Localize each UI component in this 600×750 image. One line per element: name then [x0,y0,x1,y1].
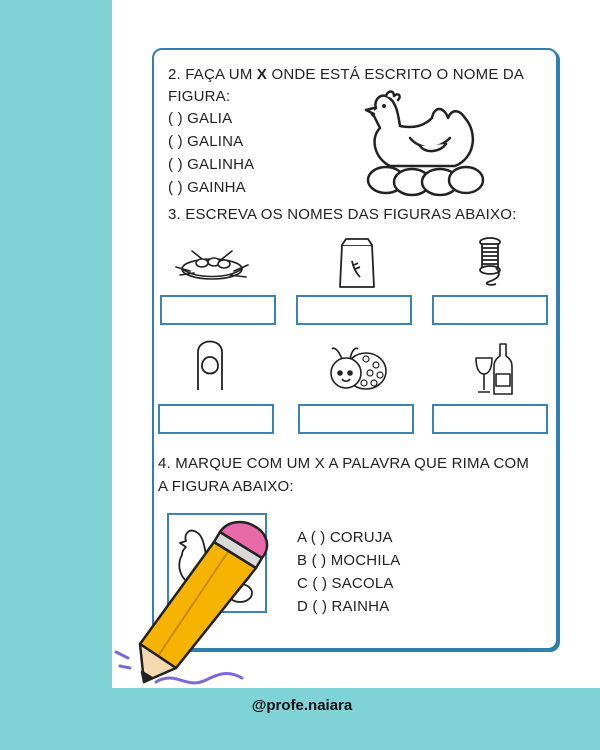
q4-option-d[interactable]: D ( ) RAINHA [297,598,390,615]
q2-title-part2: ONDE ESTÁ ESCRITO O NOME DA [267,66,525,83]
q2-title-part1: 2. FAÇA UM [168,66,257,83]
answer-box-2[interactable] [296,295,412,325]
q2-title-bold: X [256,66,268,83]
q2-option-1[interactable]: ( ) GALIA [168,110,233,127]
author-handle[interactable]: @profe.naiara [251,697,353,714]
answer-box-3[interactable] [432,295,548,325]
q4-option-b[interactable]: B ( ) MOCHILA [297,552,401,569]
q2-title [168,63,524,86]
pencil-icon [106,520,276,695]
answer-box-5[interactable] [298,404,414,434]
finger-nail-icon [192,336,228,392]
q2-option-3[interactable]: ( ) GALINHA [168,156,255,173]
answer-box-6[interactable] [432,404,548,434]
q2-option-4[interactable]: ( ) GAINHA [168,179,246,196]
nest-icon [172,245,252,285]
hen-icon [360,88,490,198]
wine-bottle-icon [472,340,516,398]
q4-title-line2: A FIGURA ABAIXO: [158,478,294,495]
bag-icon [334,235,380,291]
answer-box-1[interactable] [160,295,276,325]
answer-box-4[interactable] [158,404,274,434]
q2-option-2[interactable]: ( ) GALINA [168,133,244,150]
q4-title-line1: 4. MARQUE COM UM X A PALAVRA QUE RIMA COM [158,455,530,472]
q4-option-c[interactable]: C ( ) SACOLA [297,575,394,592]
ladybug-icon [326,343,390,395]
thread-spool-icon [474,236,508,288]
q4-option-a[interactable]: A ( ) CORUJA [297,529,393,546]
q2-title-line2: FIGURA: [168,88,231,105]
q3-title: 3. ESCREVA OS NOMES DAS FIGURAS ABAIXO: [168,206,517,223]
